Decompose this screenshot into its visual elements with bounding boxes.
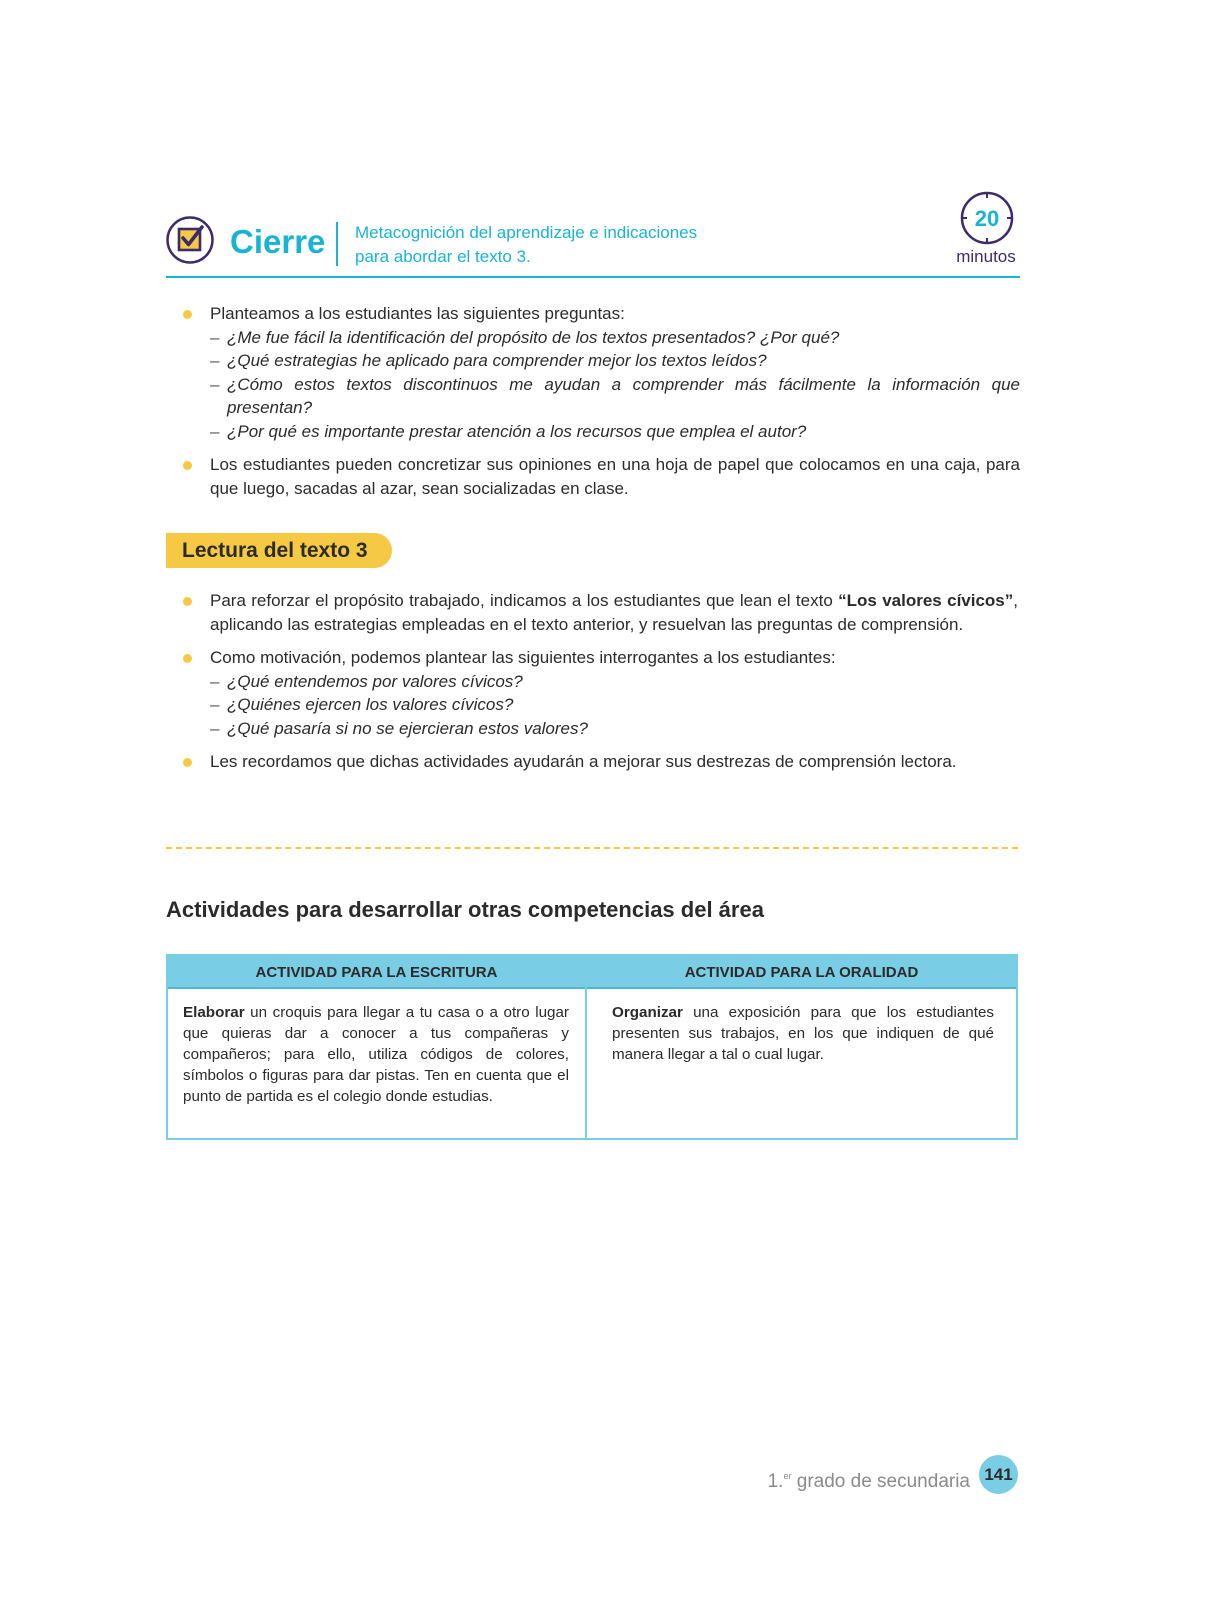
lectura-badge: Lectura del texto 3 bbox=[166, 533, 392, 568]
timer-value: 20 bbox=[974, 206, 1000, 231]
bullet-lectura-2: Como motivación, podemos plantear las siguientes interrogantes a los estudiantes: bbox=[166, 646, 1018, 670]
lectura-content bbox=[166, 589, 1018, 774]
question-item: – ¿Quiénes ejercen los valores cívicos? bbox=[166, 693, 1018, 717]
escritura-text: un croquis para llegar a tu casa o a otro lugar que quieras dar a conocer a tus compañeras y compañeros; para ello, utiliza códigos de colores, símbolos o figuras para dar pistas. Ten en cuenta que el punto de partida es el colegio donde estudias. bbox=[183, 1004, 569, 1105]
timer-icon bbox=[959, 190, 1015, 246]
question-item: – ¿Qué estrategias he aplicado para comprender mejor los textos leídos? bbox=[166, 349, 1020, 373]
header-divider bbox=[336, 222, 338, 266]
cierre-content bbox=[166, 302, 1020, 500]
subtitle-line-1: Metacognición del aprendizaje e indicaciones bbox=[355, 223, 698, 242]
dashed-divider bbox=[166, 847, 1018, 849]
grade-text: grado de secundaria bbox=[791, 1471, 970, 1492]
table-cell-escritura bbox=[168, 989, 585, 1107]
question-item: – ¿Qué pasaría si no se ejercieran estos valores? bbox=[166, 717, 1018, 741]
page-number: 141 bbox=[979, 1455, 1018, 1494]
escritura-verb: Elaborar bbox=[183, 1004, 245, 1021]
table-header-escritura: ACTIVIDAD PARA LA ESCRITURA bbox=[168, 956, 585, 989]
p1-text-title: “Los valores cívicos” bbox=[838, 591, 1014, 610]
question-item: – ¿Qué entendemos por valores cívicos? bbox=[166, 670, 1018, 694]
table-header-oralidad: ACTIVIDAD PARA LA ORALIDAD bbox=[587, 956, 1016, 989]
activity-column-escritura bbox=[168, 956, 587, 1138]
section-title-cierre: Cierre bbox=[230, 223, 326, 260]
header-rule bbox=[166, 276, 1020, 278]
activity-column-oralidad bbox=[587, 956, 1016, 1138]
checkbox-icon bbox=[166, 216, 214, 264]
subtitle-line-2: para abordar el texto 3. bbox=[355, 247, 531, 266]
timer-unit: minutos bbox=[956, 247, 1016, 266]
bullet-note: Los estudiantes pueden concretizar sus opiniones en una hoja de papel que colocamos en una caja, para que luego, sacadas al azar, sean socializadas en clase. bbox=[166, 453, 1020, 500]
question-item: – ¿Por qué es importante prestar atención a los recursos que emplea el autor? bbox=[166, 420, 1020, 444]
actividades-title: Actividades para desarrollar otras competencias del área bbox=[166, 897, 764, 922]
grade-number: 1. bbox=[767, 1471, 784, 1492]
oralidad-verb: Organizar bbox=[612, 1004, 683, 1021]
bullet-lectura-1 bbox=[166, 589, 1018, 636]
question-item: – ¿Me fue fácil la identificación del propósito de los textos presentados? ¿Por qué? bbox=[166, 326, 1020, 350]
p1-text-pre: Para reforzar el propósito trabajado, indicamos a los estudiantes que lean el texto bbox=[210, 591, 839, 610]
bullet-lectura-3: Les recordamos que dichas actividades ayudarán a mejorar sus destrezas de comprensión lectora. bbox=[166, 750, 1018, 774]
footer-grade bbox=[700, 1464, 970, 1494]
p1-text-post: , aplicando las estrategias empleadas en el texto anterior, y resuelvan las preguntas de comprensión. bbox=[210, 591, 1018, 634]
bullet-intro: Planteamos a los estudiantes las siguientes preguntas: bbox=[166, 302, 1020, 326]
grade-suffix: er bbox=[783, 1471, 792, 1481]
activities-table bbox=[166, 954, 1018, 1140]
question-item: – ¿Cómo estos textos discontinuos me ayudan a comprender más fácilmente la información que presentan? bbox=[166, 373, 1020, 420]
oralidad-text: una exposición para que los estudiantes presenten sus trabajos, en los que indiquen de qué manera llegar a tal o cual lugar. bbox=[612, 1004, 994, 1063]
table-cell-oralidad bbox=[587, 989, 1016, 1065]
section-subtitle bbox=[355, 221, 775, 269]
